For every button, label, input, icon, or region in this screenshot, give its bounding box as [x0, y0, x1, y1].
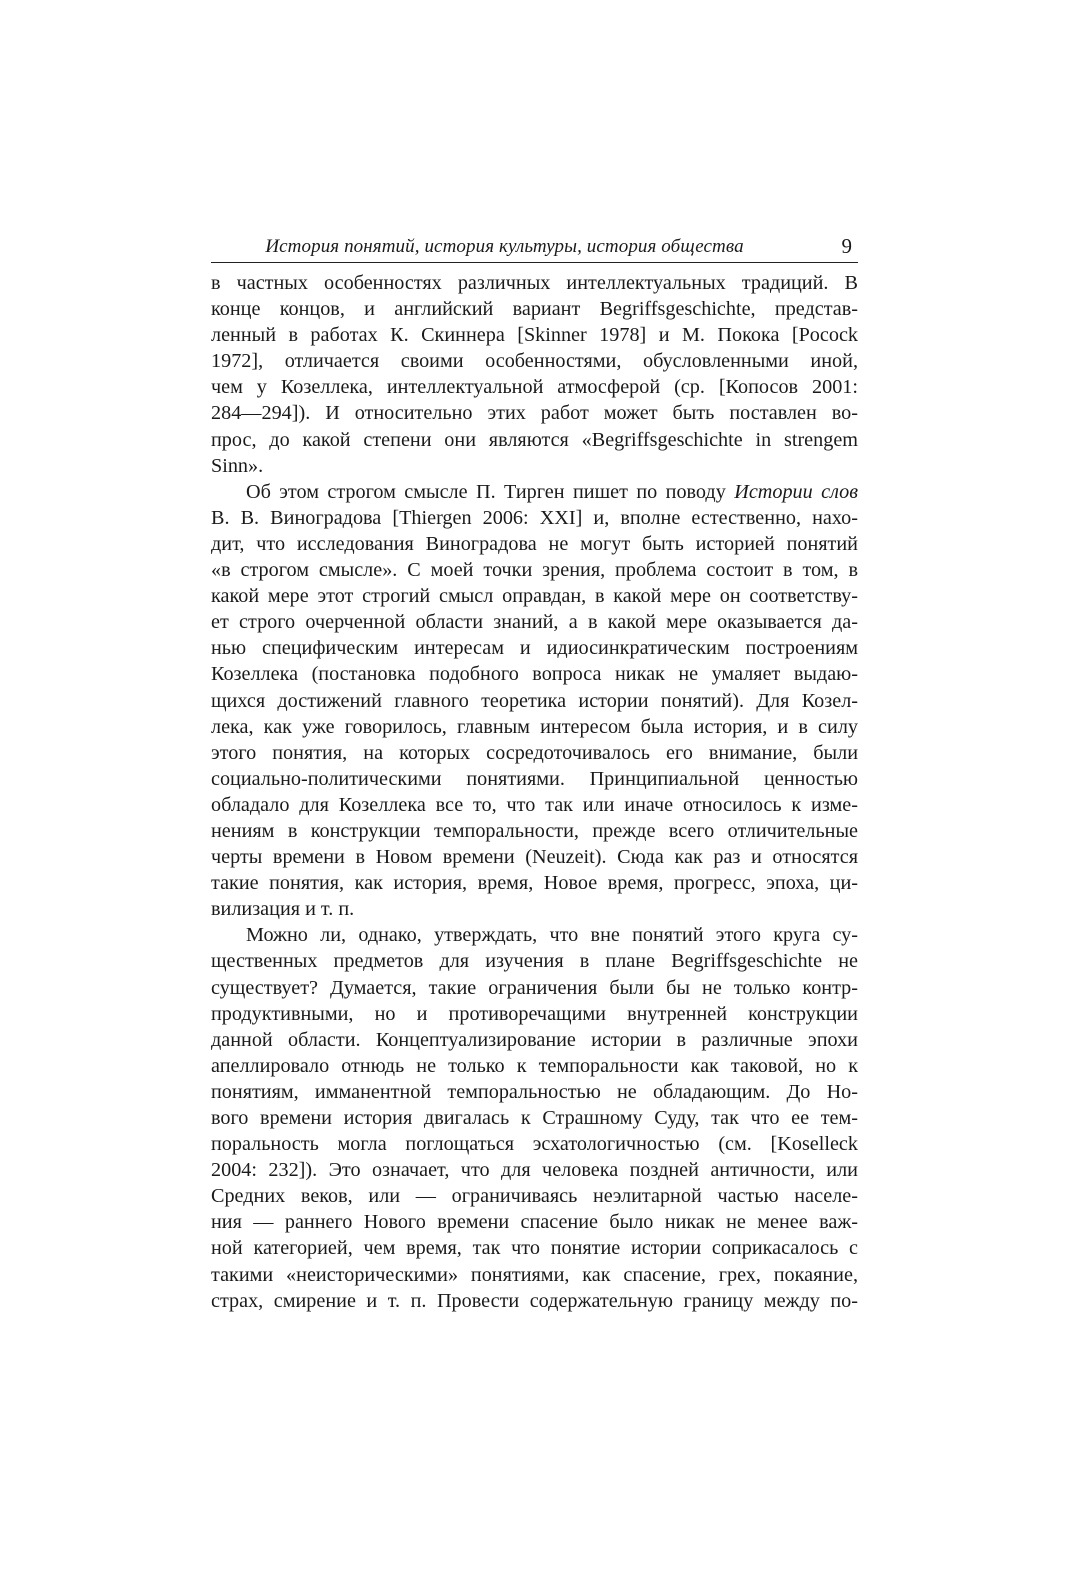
text-line: апеллировало отнюдь не только к темпоральности как таковой, но к	[211, 1054, 858, 1077]
text-line: такими «неисторическими» понятиями, как спасение, грех, покаяние,	[211, 1263, 858, 1286]
text-line: ет строго очерченной области знаний, а в какой мере оказывается да-	[211, 611, 858, 634]
text-line: нью специфическим интересам и идиосинкратическим построениям	[211, 637, 858, 660]
running-header	[211, 232, 858, 263]
text-line: Sinn».	[211, 454, 264, 477]
text-line: 1972], отличается своими особенностями, обусловленными иной,	[211, 350, 858, 373]
text-line-first	[211, 479, 858, 505]
text-line: 2004: 232]). Это означает, что для человека поздней античности, или	[211, 1159, 858, 1182]
text-line: существует? Думается, такие ограничения были бы не только контр-	[211, 976, 858, 999]
text-line: Средних веков, или — ограничиваясь неэлитарной частью населе-	[211, 1185, 858, 1208]
text-line: социально-политическими понятиями. Принципиальной ценностью	[211, 767, 858, 790]
book-page	[211, 232, 858, 1314]
book-title-italic: Истории слов	[734, 480, 859, 503]
text-line: обладало для Козеллека все то, что так или иначе относилось к изме-	[211, 793, 858, 816]
text-line: данной области. Концептуализирование истории в различные эпохи	[211, 1028, 858, 1051]
text-line: Можно ли, однако, утверждать, что вне понятий этого круга су-	[246, 924, 858, 947]
text-line: конце концов, и английский вариант Begriffsgeschichte, представ-	[211, 298, 858, 321]
running-title: История понятий, история культуры, история общества	[265, 236, 744, 257]
text-line: щихся достижений главного теоретика истории понятий). Для Козел-	[211, 689, 858, 712]
body-text	[211, 270, 858, 1314]
text-line: Козеллека (постановка подобного вопроса никак не умаляет выдаю-	[211, 663, 858, 686]
page-number: 9	[841, 234, 852, 258]
text-run: Об этом строгом смысле П. Тирген пишет по поводу	[246, 480, 735, 503]
text-line: лека, как уже говорилось, главным интересом была история, и в силу	[211, 715, 858, 738]
text-line: понятиям, имманентной темпоральностью не обладающим. До Но-	[211, 1080, 858, 1103]
text-line: этого понятия, на которых сосредоточивалось его внимание, были	[211, 741, 858, 764]
text-line: ния — раннего Нового времени спасение было никак не менее важ-	[211, 1211, 858, 1234]
text-line: ленный в работах К. Скиннера [Skinner 1978] и М. Покока [Pocock	[211, 324, 858, 347]
paragraph-1	[211, 270, 858, 479]
text-line: чем у Козеллека, интеллектуальной атмосферой (ср. [Копосов 2001:	[211, 376, 858, 399]
text-line: какой мере этот строгий смысл оправдан, в какой мере он соответству-	[211, 585, 858, 608]
paragraph-3	[211, 922, 858, 1313]
text-line: в частных особенностях различных интеллектуальных традиций. В	[211, 272, 858, 294]
text-line: страх, смирение и т. п. Провести содержательную границу между по-	[211, 1289, 858, 1312]
text-line: такие понятия, как история, время, Новое время, прогресс, эпоха, ци-	[211, 872, 858, 895]
text-line: щественных предметов для изучения в плане Begriffsgeschichte не	[211, 950, 858, 973]
text-line: черты времени в Новом времени (Neuzeit). Сюда как раз и относятся	[211, 846, 858, 869]
text-line: поральность могла поглощаться эсхатологичностью (см. [Koselleck	[211, 1133, 858, 1156]
text-line: прос, до какой степени они являются «Begriffsgeschichte in strengem	[211, 428, 858, 451]
text-line: 284—294]). И относительно этих работ может быть поставлен во-	[211, 402, 858, 425]
text-line: «в строгом смысле». С моей точки зрения, проблема состоит в том, в	[211, 559, 858, 582]
text-line: вого времени история двигалась к Страшному Суду, так что ее тем-	[211, 1107, 858, 1129]
text-line: продуктивными, но и противоречащими внутренней конструкции	[211, 1002, 858, 1025]
text-line: В. В. Виноградова [Thiergen 2006: XXI] и, вполне естественно, нахо-	[211, 506, 858, 529]
text-line: ной категорией, чем время, так что понятие истории соприкасалось с	[211, 1237, 858, 1260]
text-line: вилизация и т. п.	[211, 898, 355, 921]
text-line: дит, что исследования Виноградова не могут быть историей понятий	[211, 532, 858, 555]
paragraph-2	[211, 479, 858, 923]
text-line: нениям в конструкции темпоральности, прежде всего отличительные	[211, 819, 858, 842]
